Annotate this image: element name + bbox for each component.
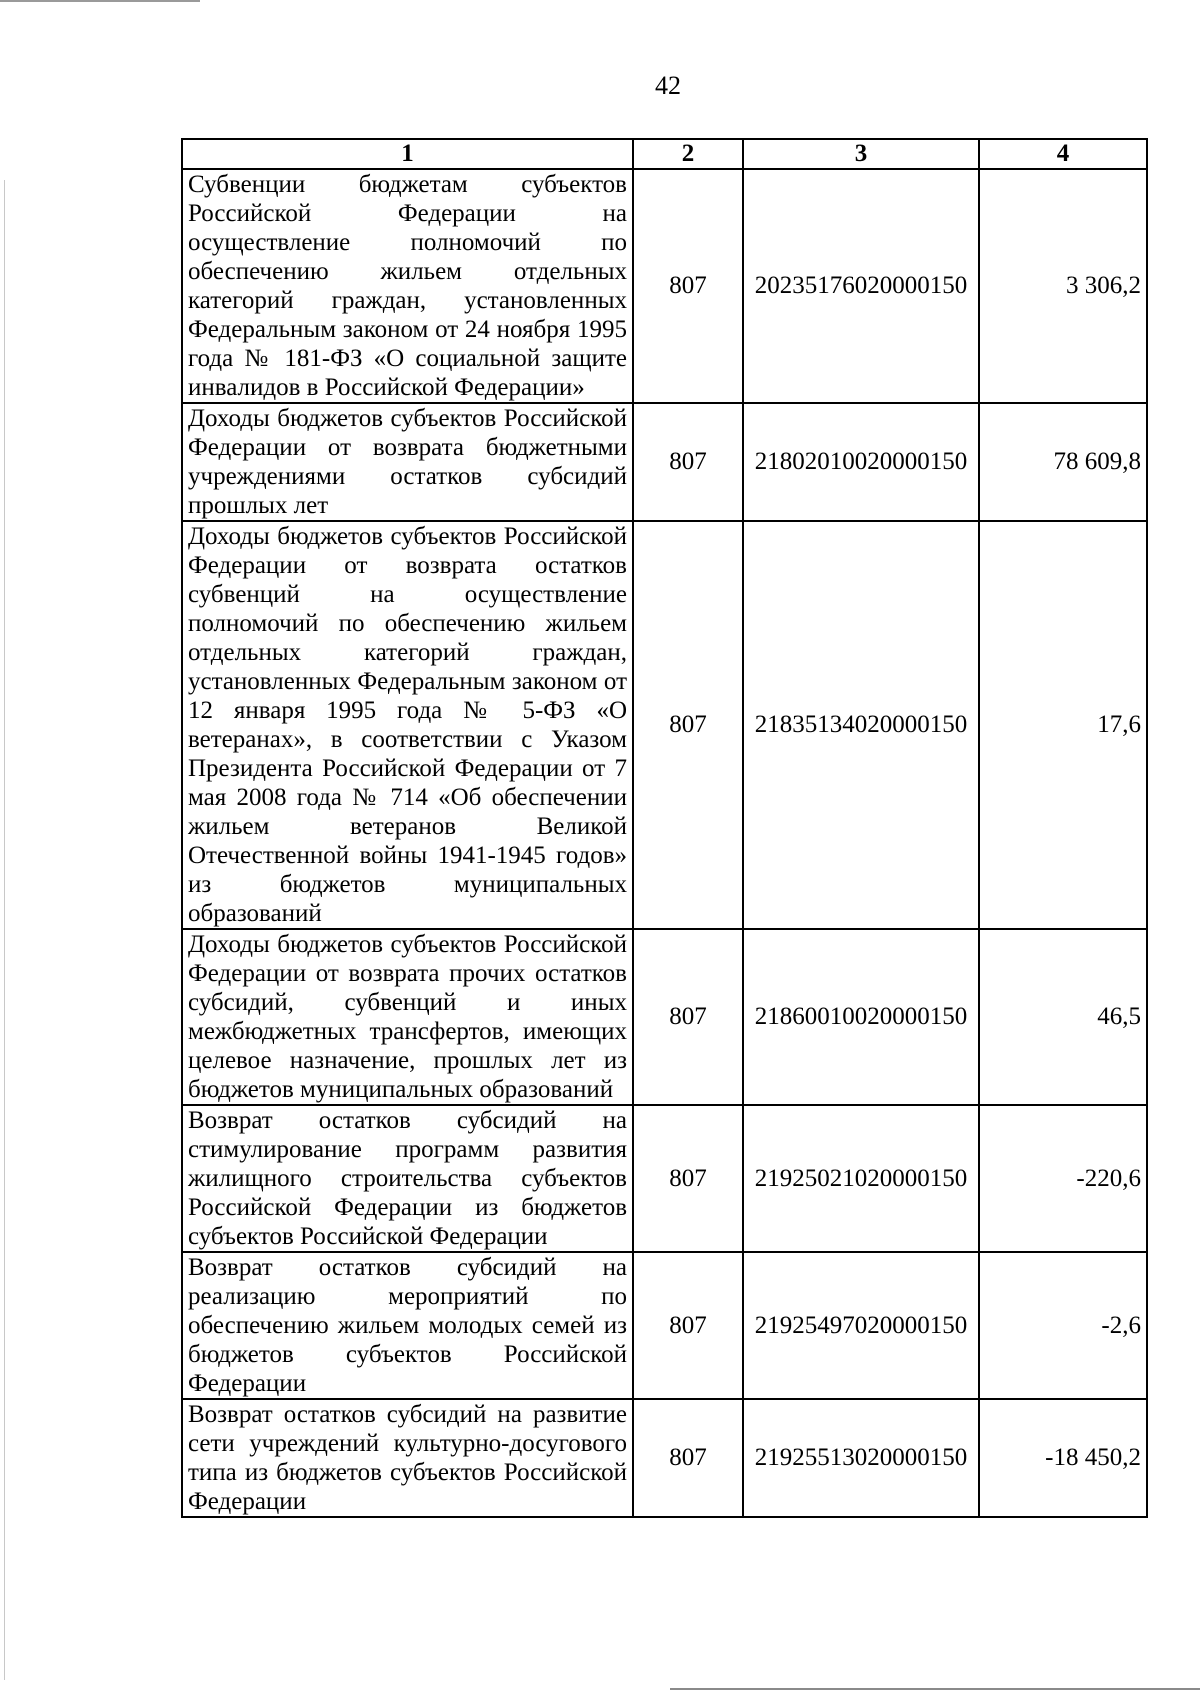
row-amount: -220,6 (979, 1105, 1147, 1252)
row-description: Доходы бюджетов субъектов Российской Федерации от возврата остатков субвенций на осуществление полномочий по обеспечению жильем отдельных категорий граждан, установленных Федеральным законом от 12 января 1995 года № 5-ФЗ «О ветеранах», в соответствии с Указом Президента Российской Федерации от 7 мая 2008 года № 714 «Об обеспечении жильем ветеранов Великой Отечественной войны 1941-1945 годов» из бюджетов муниципальных образований (182, 521, 633, 929)
row-budget-code: 20235176020000150 (743, 169, 979, 403)
row-admin-code: 807 (633, 403, 743, 521)
row-budget-code: 21925513020000150 (743, 1399, 979, 1517)
row-amount: 46,5 (979, 929, 1147, 1105)
row-amount: -2,6 (979, 1252, 1147, 1399)
scan-edge-left (4, 180, 5, 1680)
row-admin-code: 807 (633, 169, 743, 403)
table-row (182, 1252, 1147, 1399)
column-header-2: 2 (633, 139, 743, 169)
row-budget-code: 21835134020000150 (743, 521, 979, 929)
row-budget-code: 21802010020000150 (743, 403, 979, 521)
table-row (182, 1105, 1147, 1252)
row-budget-code: 21860010020000150 (743, 929, 979, 1105)
row-admin-code: 807 (633, 521, 743, 929)
row-admin-code: 807 (633, 929, 743, 1105)
row-amount: 3 306,2 (979, 169, 1147, 403)
row-admin-code: 807 (633, 1105, 743, 1252)
scan-edge-top (0, 0, 200, 2)
row-amount: 17,6 (979, 521, 1147, 929)
row-description: Возврат остатков субсидий на развитие сети учреждений культурно-досугового типа из бюджетов субъектов Российской Федерации (182, 1399, 633, 1517)
row-description: Доходы бюджетов субъектов Российской Федерации от возврата прочих остатков субсидий, субвенций и иных межбюджетных трансфертов, имеющих целевое назначение, прошлых лет из бюджетов муниципальных образований (182, 929, 633, 1105)
row-description: Возврат остатков субсидий на стимулирование программ развития жилищного строительства субъектов Российской Федерации из бюджетов субъектов Российской Федерации (182, 1105, 633, 1252)
page-number: 42 (655, 71, 681, 100)
table-header-row (182, 139, 1147, 169)
column-header-4: 4 (979, 139, 1147, 169)
row-budget-code: 21925021020000150 (743, 1105, 979, 1252)
table-row (182, 1399, 1147, 1517)
budget-table (181, 138, 1148, 1518)
table-row (182, 929, 1147, 1105)
row-budget-code: 21925497020000150 (743, 1252, 979, 1399)
row-description: Субвенции бюджетам субъектов Российской Федерации на осуществление полномочий по обеспечению жильем отдельных категорий граждан, установленных Федеральным законом от 24 ноября 1995 года № 181-ФЗ «О социальной защите инвалидов в Российской Федерации» (182, 169, 633, 403)
row-description: Возврат остатков субсидий на реализацию мероприятий по обеспечению жильем молодых семей из бюджетов субъектов Российской Федерации (182, 1252, 633, 1399)
row-amount: 78 609,8 (979, 403, 1147, 521)
row-admin-code: 807 (633, 1252, 743, 1399)
table-row (182, 169, 1147, 403)
column-header-3: 3 (743, 139, 979, 169)
column-header-1: 1 (182, 139, 633, 169)
scan-edge-bottom (670, 1688, 1200, 1690)
row-description: Доходы бюджетов субъектов Российской Федерации от возврата бюджетными учреждениями остатков субсидий прошлых лет (182, 403, 633, 521)
table-row (182, 403, 1147, 521)
row-admin-code: 807 (633, 1399, 743, 1517)
table-row (182, 521, 1147, 929)
row-amount: -18 450,2 (979, 1399, 1147, 1517)
